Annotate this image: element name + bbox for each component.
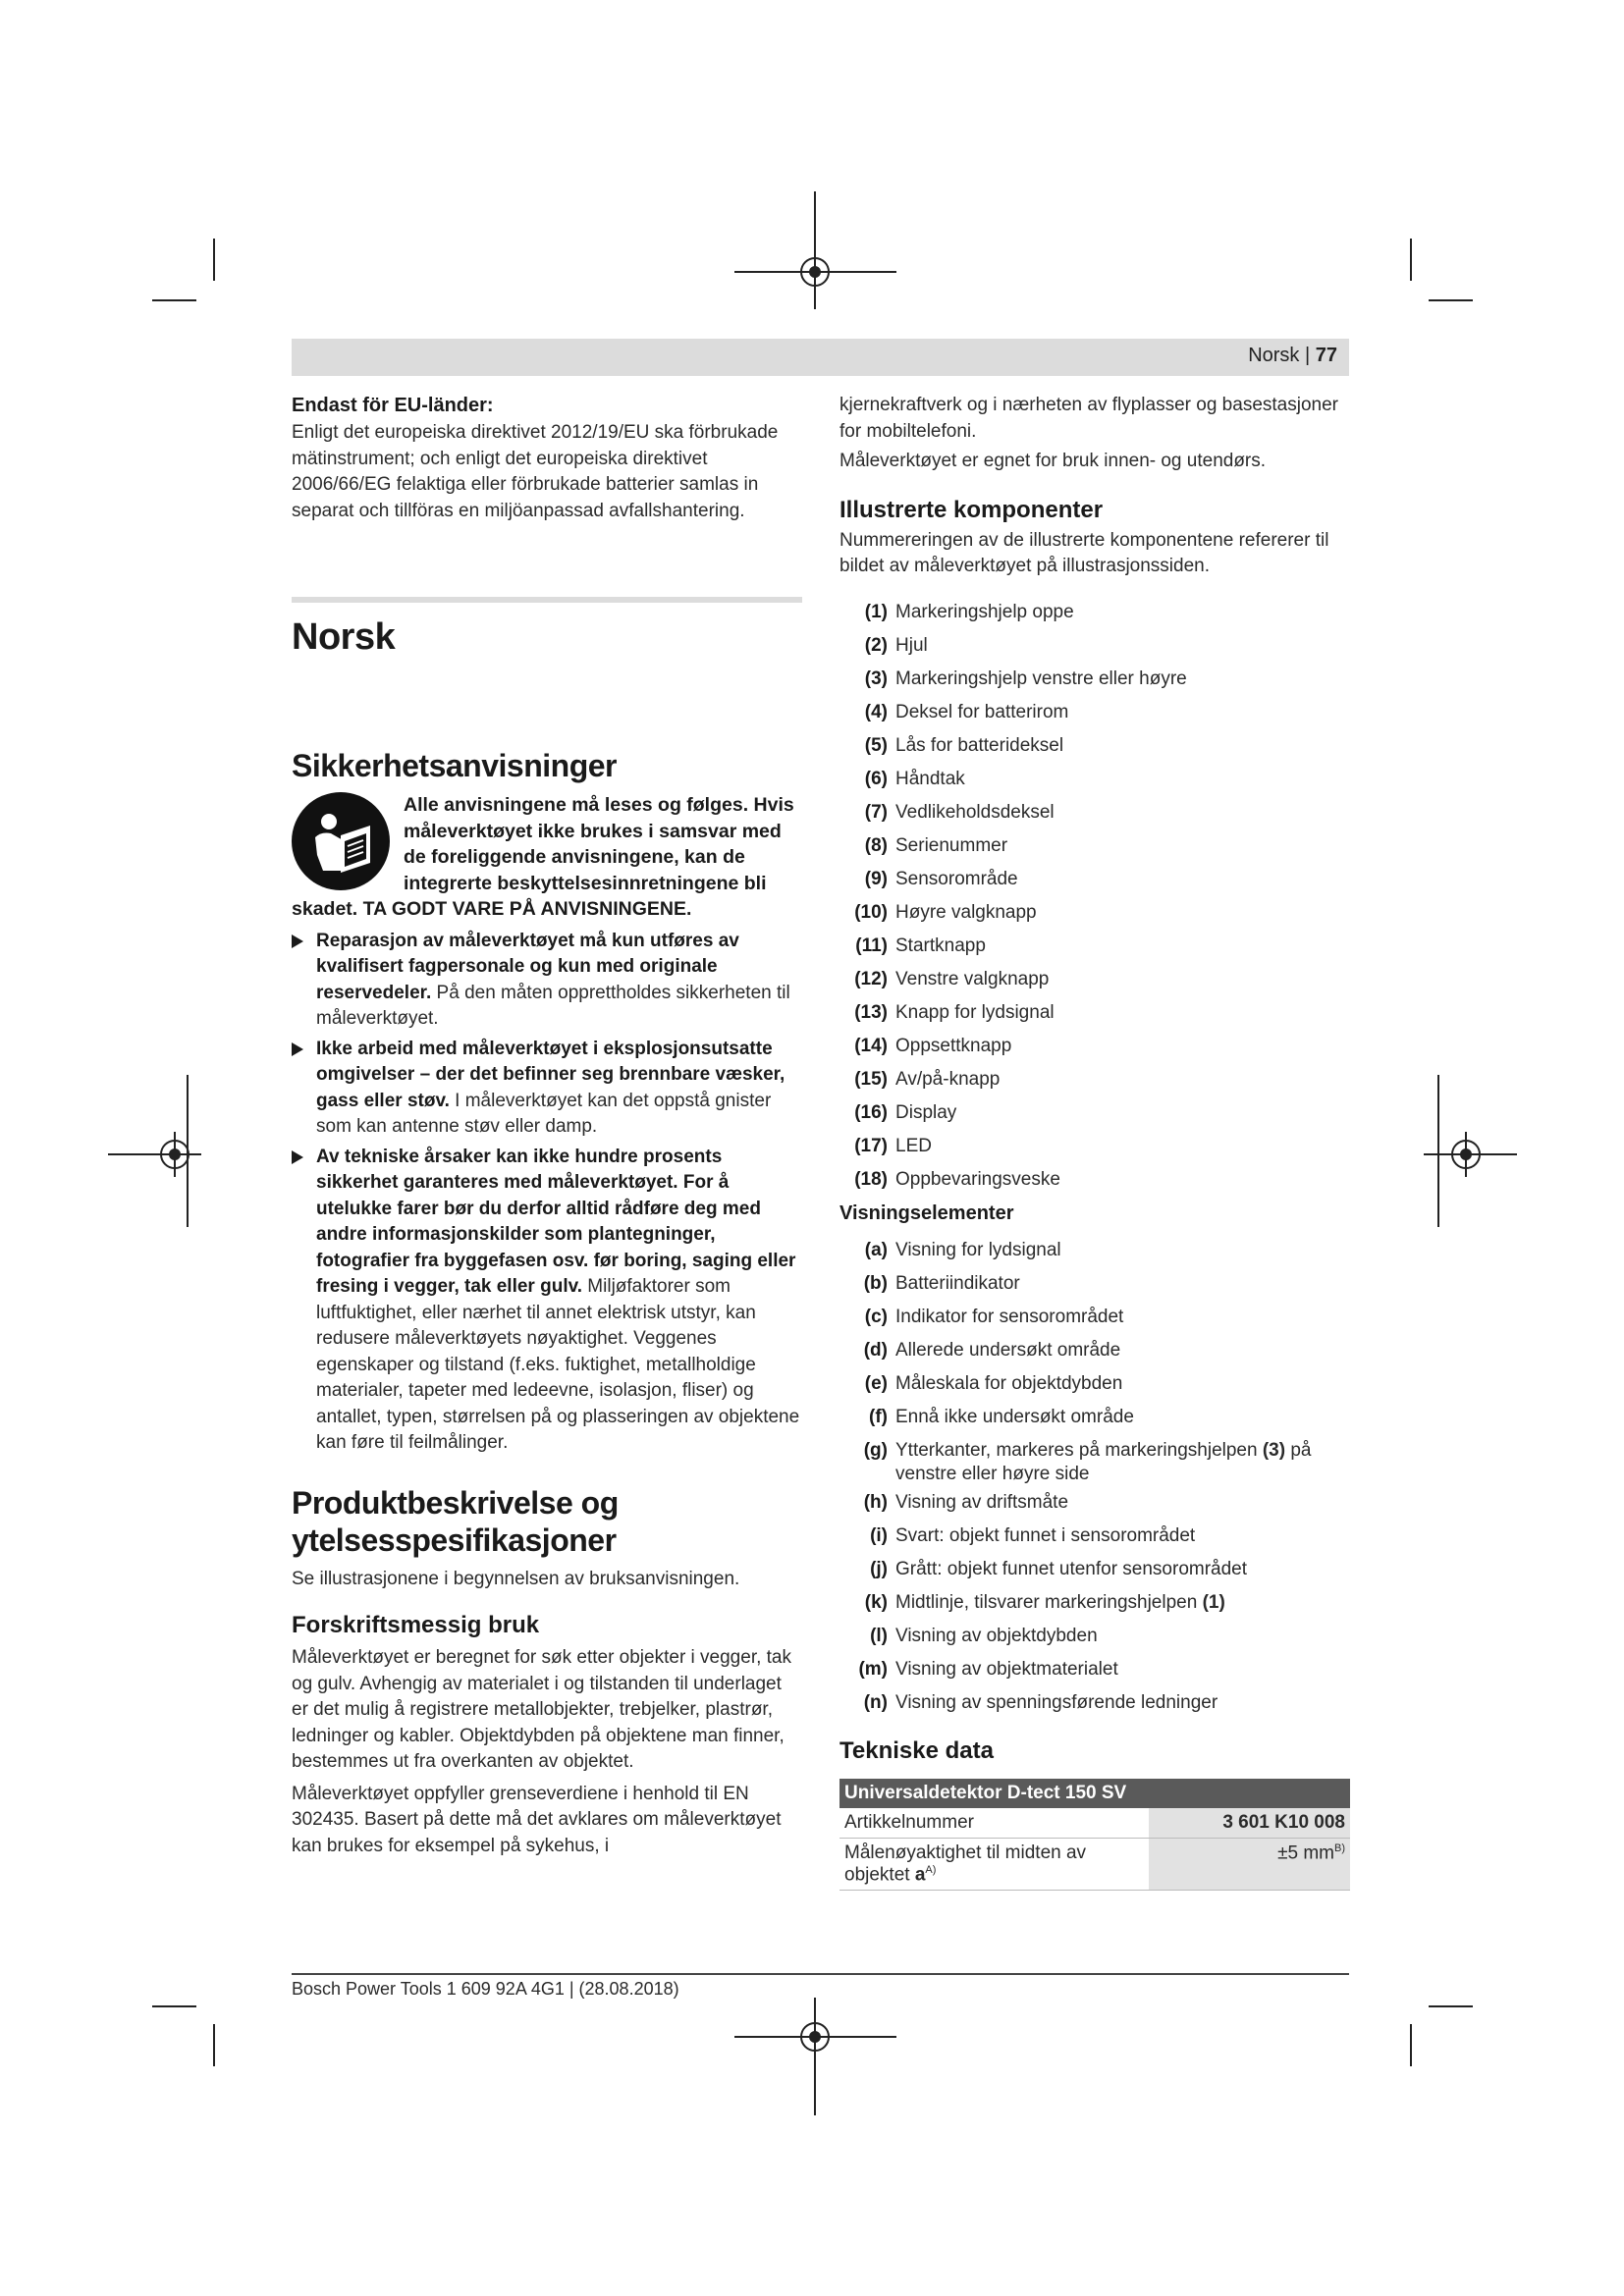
list-item-number: (h) bbox=[863, 1491, 888, 1513]
list-item-number: (6) bbox=[864, 768, 888, 789]
bullet-triangle-icon bbox=[292, 1150, 303, 1164]
crop-mark-bottom-left-v bbox=[213, 2024, 215, 2066]
list-item-reference: (1) bbox=[1202, 1591, 1225, 1613]
list-item-text: Allerede undersøkt område bbox=[895, 1339, 1121, 1361]
list-item-label bbox=[895, 1030, 1011, 1063]
list-item-label bbox=[895, 1434, 1350, 1486]
list-item bbox=[839, 930, 1350, 963]
list-item-number: (9) bbox=[864, 868, 888, 889]
crop-mark-top-left-h bbox=[152, 299, 196, 301]
list-item-text: Vedlikeholdsdeksel bbox=[895, 801, 1055, 823]
list-item-text: Hjul bbox=[895, 634, 928, 656]
list-item-text: Grått: objekt funnet utenfor sensorområdet bbox=[895, 1558, 1248, 1579]
footnote-ref: B) bbox=[1334, 1842, 1345, 1854]
list-item-label bbox=[895, 1130, 932, 1163]
registration-target-left bbox=[160, 1140, 189, 1169]
footnote-ref: A) bbox=[925, 1863, 937, 1876]
list-item-text: Visning for lydsignal bbox=[895, 1239, 1061, 1260]
list-item-number: (8) bbox=[864, 834, 888, 856]
list-item bbox=[839, 1030, 1350, 1063]
list-item-number: (a) bbox=[864, 1239, 888, 1260]
list-item-label bbox=[895, 1063, 1000, 1096]
list-item bbox=[839, 1367, 1350, 1401]
bullet-text: På den måten opprettholdes sikkerheten til måleverktøyet. bbox=[316, 982, 790, 1029]
components-intro: Nummereringen av de illustrerte komponentene refererer til bildet av måleverktøyet på illustrasjonssiden. bbox=[839, 529, 1329, 576]
list-item bbox=[839, 1130, 1350, 1163]
list-item-label bbox=[895, 1096, 956, 1130]
registration-target-bottom bbox=[800, 2022, 830, 2052]
bullet-text: I måleverktøyet kan det oppstå gnister som kan antenne støv eller damp. bbox=[316, 1090, 772, 1137]
table-row bbox=[839, 1838, 1350, 1890]
right-column bbox=[839, 389, 1350, 1891]
bullet-bold: Ikke arbeid med måleverktøyet i eksplosjonsutsatte omgivelser – der det befinner seg brennbare væsker, gass eller støv. bbox=[316, 1038, 785, 1111]
list-item-label bbox=[895, 729, 1063, 763]
left-column bbox=[292, 389, 802, 1859]
list-item-text: Visning av spenningsførende ledninger bbox=[895, 1691, 1218, 1713]
list-item-number: (k) bbox=[864, 1591, 888, 1613]
list-item-text: Visning av driftsmåte bbox=[895, 1491, 1069, 1513]
norsk-title: Norsk bbox=[292, 616, 396, 658]
list-item-text: Visning av objektdybden bbox=[895, 1625, 1098, 1646]
list-item-number: (c) bbox=[864, 1306, 888, 1327]
footer-text: Bosch Power Tools 1 609 92A 4G1 | (28.08.2018) bbox=[292, 1979, 679, 1999]
list-item-number: (j) bbox=[870, 1558, 888, 1579]
list-item-label bbox=[895, 1401, 1134, 1434]
list-item-text: Måleskala for objektdybden bbox=[895, 1372, 1123, 1394]
tech-table-header: Universaldetektor D-tect 150 SV bbox=[839, 1779, 1350, 1808]
list-item bbox=[839, 729, 1350, 763]
list-item-text: Lås for batterideksel bbox=[895, 734, 1064, 756]
crop-mark-top-right-v bbox=[1410, 239, 1412, 281]
page-header bbox=[292, 339, 1349, 376]
components-title: Illustrerte komponenter bbox=[839, 496, 1104, 523]
list-item bbox=[839, 763, 1350, 796]
list-item-number: (13) bbox=[854, 1001, 888, 1023]
list-item-number: (17) bbox=[854, 1135, 888, 1156]
list-item-text: Sensorområde bbox=[895, 868, 1018, 889]
list-item-text: Håndtak bbox=[895, 768, 965, 789]
accuracy-value: ±5 mm bbox=[1277, 1842, 1334, 1863]
list-item-number: (2) bbox=[864, 634, 888, 656]
list-item bbox=[839, 596, 1350, 629]
list-item-number: (1) bbox=[864, 601, 888, 622]
list-item-text: LED bbox=[895, 1135, 932, 1156]
list-item-number: (4) bbox=[864, 701, 888, 722]
list-item bbox=[839, 1586, 1350, 1620]
list-item-number: (3) bbox=[864, 667, 888, 689]
list-item-text: Startknapp bbox=[895, 934, 986, 956]
list-item-label bbox=[895, 763, 965, 796]
list-item-text: Batteriindikator bbox=[895, 1272, 1020, 1294]
product-title: Produktbeskrivelse og ytelsesspesifikasjoner bbox=[292, 1484, 619, 1558]
list-item-number: (m) bbox=[858, 1658, 888, 1680]
list-item bbox=[839, 1620, 1350, 1653]
list-item-label bbox=[895, 1520, 1195, 1553]
header-language: Norsk bbox=[1248, 345, 1300, 366]
list-item-text: Visning av objektmaterialet bbox=[895, 1658, 1118, 1680]
components-list bbox=[839, 596, 1350, 1197]
tech-title: Tekniske data bbox=[839, 1736, 994, 1764]
table-cell-value bbox=[1149, 1808, 1350, 1839]
list-item-number: (d) bbox=[863, 1339, 888, 1361]
accuracy-label: Målenøyaktighet til midten av objektet bbox=[844, 1842, 1087, 1885]
crop-mark-top-left-v bbox=[213, 239, 215, 281]
list-item bbox=[839, 1553, 1350, 1586]
article-number: 3 601 K10 008 bbox=[1222, 1811, 1345, 1833]
list-item bbox=[839, 629, 1350, 663]
list-item-label bbox=[895, 1653, 1118, 1686]
list-item-number: (l) bbox=[870, 1625, 888, 1646]
list-item-text: Markeringshjelp venstre eller høyre bbox=[895, 667, 1187, 689]
list-item-label bbox=[895, 1686, 1218, 1720]
list-item-label bbox=[895, 1267, 1020, 1301]
list-item-text: Indikator for sensorområdet bbox=[895, 1306, 1124, 1327]
intended-use-title: Forskriftsmessig bruk bbox=[292, 1612, 540, 1638]
list-item-number: (18) bbox=[854, 1168, 888, 1190]
list-item-text: Ennå ikke undersøkt område bbox=[895, 1406, 1134, 1427]
list-item bbox=[839, 829, 1350, 863]
display-list bbox=[839, 1234, 1350, 1720]
list-item bbox=[839, 1063, 1350, 1096]
list-item-number: (14) bbox=[854, 1035, 888, 1056]
list-item-text: Oppsettknapp bbox=[895, 1035, 1012, 1056]
crop-mark-top-right-h bbox=[1429, 299, 1473, 301]
list-item-label bbox=[895, 1553, 1247, 1586]
bullet-item bbox=[292, 1145, 802, 1457]
list-item bbox=[839, 1686, 1350, 1720]
crop-mark-bottom-right-h bbox=[1429, 2005, 1473, 2007]
safety-intro-block bbox=[292, 792, 802, 923]
list-item-label bbox=[895, 896, 1037, 930]
list-item-text: Deksel for batterirom bbox=[895, 701, 1069, 722]
list-item-label bbox=[895, 829, 1007, 863]
list-item-text: Oppbevaringsveske bbox=[895, 1168, 1060, 1190]
list-item bbox=[839, 1520, 1350, 1553]
bullet-item bbox=[292, 929, 802, 1033]
list-item-label bbox=[895, 1586, 1225, 1615]
continued-text: kjernekraftverk og i nærheten av flyplasser og basestasjoner for mobiltelefoni. bbox=[839, 395, 1338, 442]
list-item-label bbox=[895, 930, 986, 963]
list-item-text: Markeringshjelp oppe bbox=[895, 601, 1074, 622]
list-item bbox=[839, 696, 1350, 729]
list-item bbox=[839, 1267, 1350, 1301]
table-cell-value bbox=[1149, 1838, 1350, 1890]
list-item-number: (i) bbox=[870, 1524, 888, 1546]
list-item-text: Knapp for lydsignal bbox=[895, 1001, 1055, 1023]
list-item-number: (10) bbox=[854, 901, 888, 923]
eu-text: Enligt det europeiska direktivet 2012/19/EU ska förbrukade mätinstrument; och enligt det europeiska direktivet 2006/66/EG felaktiga eller förbrukade batterier samlas in separat och tillföras en miljöanpassad avfallshantering. bbox=[292, 422, 779, 521]
list-item-number: (e) bbox=[864, 1372, 888, 1394]
registration-target-right bbox=[1451, 1140, 1481, 1169]
list-item-label bbox=[895, 1486, 1068, 1520]
crop-mark-bottom-right-v bbox=[1410, 2024, 1412, 2066]
list-item-label bbox=[895, 1234, 1061, 1267]
table-row bbox=[839, 1808, 1350, 1839]
bullet-triangle-icon bbox=[292, 934, 303, 948]
indoor-outdoor-text: Måleverktøyet er egnet for bruk innen- og utendørs. bbox=[839, 451, 1267, 471]
intended-use-text-2: Måleverktøyet oppfyller grenseverdiene i henhold til EN 302435. Basert på dette må det avklares om måleverktøyet kan brukes for eksempel på sykehus, i bbox=[292, 1783, 782, 1856]
list-item-number: (b) bbox=[863, 1272, 888, 1294]
header-separator: | bbox=[1299, 345, 1316, 366]
list-item bbox=[839, 1163, 1350, 1197]
list-item-number: (12) bbox=[854, 968, 888, 989]
list-item-label bbox=[895, 1367, 1122, 1401]
list-item bbox=[839, 1486, 1350, 1520]
list-item-reference: (3) bbox=[1262, 1439, 1286, 1461]
list-item-text: Venstre valgknapp bbox=[895, 968, 1050, 989]
list-item-label bbox=[895, 663, 1187, 696]
list-item bbox=[839, 996, 1350, 1030]
list-item-number: (n) bbox=[863, 1691, 888, 1713]
list-item-text: Ytterkanter, markeres på markeringshjelpen bbox=[895, 1439, 1258, 1461]
bullet-triangle-icon bbox=[292, 1042, 303, 1056]
list-item-label bbox=[895, 996, 1055, 1030]
read-manual-warning-icon bbox=[292, 792, 390, 890]
list-item-number: (7) bbox=[864, 801, 888, 823]
registration-line-right-v bbox=[1437, 1075, 1439, 1227]
list-item bbox=[839, 1301, 1350, 1334]
list-item-number: (g) bbox=[863, 1439, 888, 1461]
eu-title: Endast för EU-länder: bbox=[292, 395, 494, 416]
list-item bbox=[839, 896, 1350, 930]
list-item-number: (5) bbox=[864, 734, 888, 756]
list-item-label bbox=[895, 1163, 1060, 1197]
accuracy-label-symbol: a bbox=[914, 1863, 926, 1885]
list-item-number: (f) bbox=[869, 1406, 888, 1427]
crop-mark-bottom-left-h bbox=[152, 2005, 196, 2007]
safety-bullets bbox=[292, 929, 802, 1457]
list-item bbox=[839, 663, 1350, 696]
tech-table bbox=[839, 1779, 1350, 1891]
bullet-bold: Reparasjon av måleverktøyet må kun utføres av kvalifisert fagpersonale og kun med originale reservedeler. bbox=[316, 930, 739, 1003]
list-item-label bbox=[895, 1620, 1098, 1653]
list-item bbox=[839, 1434, 1350, 1486]
list-item bbox=[839, 1653, 1350, 1686]
list-item bbox=[839, 1401, 1350, 1434]
table-cell-label: Artikkelnummer bbox=[839, 1808, 1149, 1839]
product-text: Se illustrasjonene i begynnelsen av bruksanvisningen. bbox=[292, 1568, 740, 1589]
list-item-text: Serienummer bbox=[895, 834, 1008, 856]
list-item bbox=[839, 1234, 1350, 1267]
registration-target-top bbox=[800, 257, 830, 287]
list-item-number: (15) bbox=[854, 1068, 888, 1090]
list-item bbox=[839, 796, 1350, 829]
intended-use-text: Måleverktøyet er beregnet for søk etter objekter i vegger, tak og gulv. Avhengig av materialet i og tilstanden til underlaget er det mulig å registrere metallobjekter, trebjelker, plastrør, ledninger og kabler. Objektdybden på objektene man finner, bestemmes ut fra overkanten av objektet. bbox=[292, 1647, 792, 1772]
list-item bbox=[839, 1096, 1350, 1130]
list-item-label bbox=[895, 696, 1068, 729]
table-cell-label bbox=[839, 1838, 1149, 1890]
safety-intro: Alle anvisningene må leses og følges. Hvis måleverktøyet ikke brukes i samsvar med de foreliggende anvisningene, kan de integrerte beskyttelsesinnretningene bli skadet. TA GODT VARE PÅ ANVISNINGENE. bbox=[292, 794, 794, 920]
list-item-label bbox=[895, 796, 1055, 829]
list-item-text: Svart: objekt funnet i sensorområdet bbox=[895, 1524, 1196, 1546]
list-item-number: (11) bbox=[855, 934, 888, 956]
page-number: 77 bbox=[1315, 345, 1337, 366]
section-rule bbox=[292, 597, 802, 603]
list-item-label bbox=[895, 963, 1049, 996]
list-item-text: Midtlinje, tilsvarer markeringshjelpen bbox=[895, 1591, 1198, 1613]
list-item bbox=[839, 1334, 1350, 1367]
list-item-text: Av/på-knapp bbox=[895, 1068, 1001, 1090]
list-item-label bbox=[895, 863, 1018, 896]
bullet-text: Miljøfaktorer som luftfuktighet, eller nærhet til annet elektrisk utstyr, kan redusere måleverktøyets nøyaktighet. Veggenes egenskaper og tilstand (f.eks. fuktighet, metallholdige materialer, tapeter med ledeevne, isolasjon, fliser) og antallet, typen, størrelsen på og plasseringen av objektene kan føre til feilmålinger. bbox=[316, 1276, 800, 1453]
list-item bbox=[839, 963, 1350, 996]
list-item bbox=[839, 863, 1350, 896]
list-item-text-continued: på venstre eller høyre side bbox=[895, 1439, 1312, 1484]
header-text bbox=[1248, 345, 1337, 367]
list-item-label bbox=[895, 629, 928, 663]
list-item-label bbox=[895, 596, 1074, 629]
list-item-number: (16) bbox=[854, 1101, 888, 1123]
safety-title: Sikkerhetsanvisninger bbox=[292, 748, 617, 783]
list-item-label bbox=[895, 1301, 1123, 1334]
footer-rule bbox=[292, 1973, 1349, 1975]
list-item-text: Høyre valgknapp bbox=[895, 901, 1037, 923]
display-title: Visningselementer bbox=[839, 1201, 1014, 1224]
bullet-bold: Av tekniske årsaker kan ikke hundre prosents sikkerhet garanteres med måleverktøyet. For å utelukke farer bør du derfor alltid rådføre deg med andre informasjonskilder som plantegninger, fotografier fra byggefasen osv. før boring, saging eller fresing i vegger, tak eller gulv. bbox=[316, 1146, 796, 1297]
list-item-text: Display bbox=[895, 1101, 957, 1123]
bullet-item bbox=[292, 1037, 802, 1141]
list-item-label bbox=[895, 1334, 1120, 1367]
